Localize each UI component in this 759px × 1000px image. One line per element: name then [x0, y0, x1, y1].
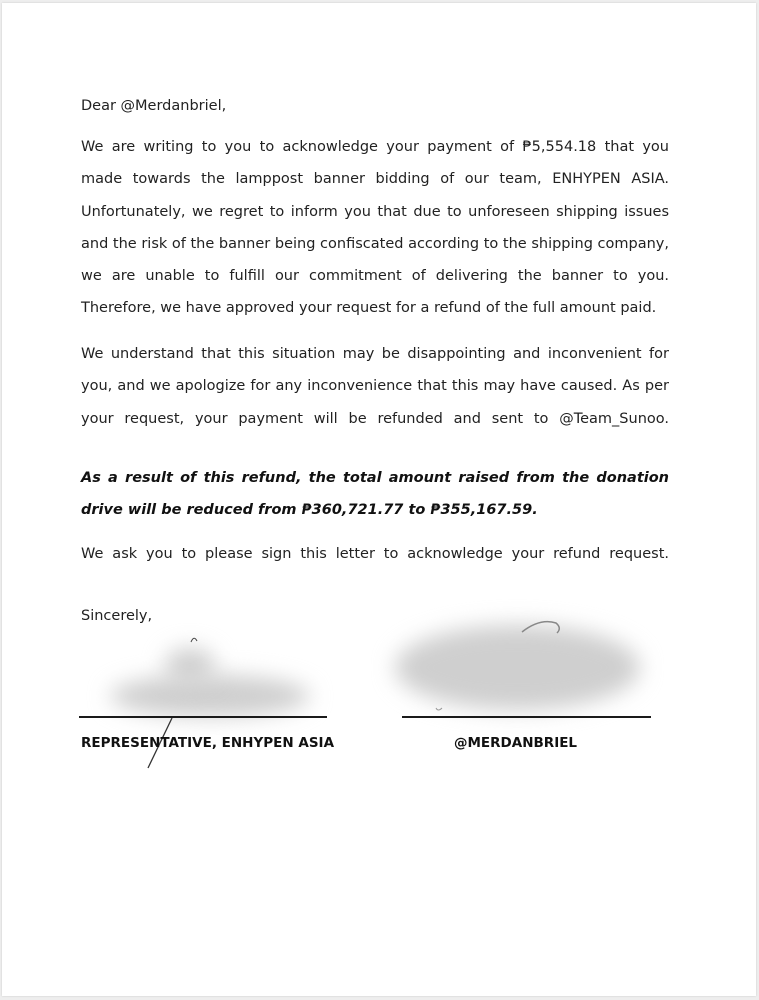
- letter-paragraph-donation-total: As a result of this refund, the total amount raised from the donation drive will be reduced from ₱360,721.77 to ₱355,167.59.: [81, 470, 669, 519]
- representative-signature-label: REPRESENTATIVE, ENHYPEN ASIA: [81, 735, 335, 751]
- right-signature-redaction: [395, 625, 640, 710]
- letter-paragraph-sign-request: We ask you to please sign this letter to acknowledge your refund request.: [81, 546, 669, 562]
- recipient-signature-label: @MERDANBRIEL: [454, 735, 578, 751]
- letter-paragraph-payment: We are writing to you to acknowledge your payment of ₱5,554.18 that you made towards the lamppost banner bidding of our team, ENHYPEN ASIA. Unfortunately, we regret to inform you that due to unforeseen shipping issues and the risk of the banner being confiscated according to the shipping company, we are unable to fulfill our commitment of delivering the banner to you. Therefore, we have approved your request for a refund of the full amount paid.: [81, 139, 669, 317]
- right-signature-line: [402, 716, 651, 718]
- letter-closing: Sincerely,: [81, 608, 153, 624]
- left-signature-redaction-upper: [165, 648, 215, 684]
- left-signature-line: [79, 716, 327, 718]
- letter-greeting: Dear @Merdanbriel,: [81, 98, 227, 114]
- letter-paragraph-apology: We understand that this situation may be disappointing and inconvenient for you, and we apologize for any inconvenience that this may have caused. As per your request, your payment will be refunded and sent to @Team_Sunoo.: [81, 346, 669, 427]
- left-signature-redaction: [110, 675, 310, 717]
